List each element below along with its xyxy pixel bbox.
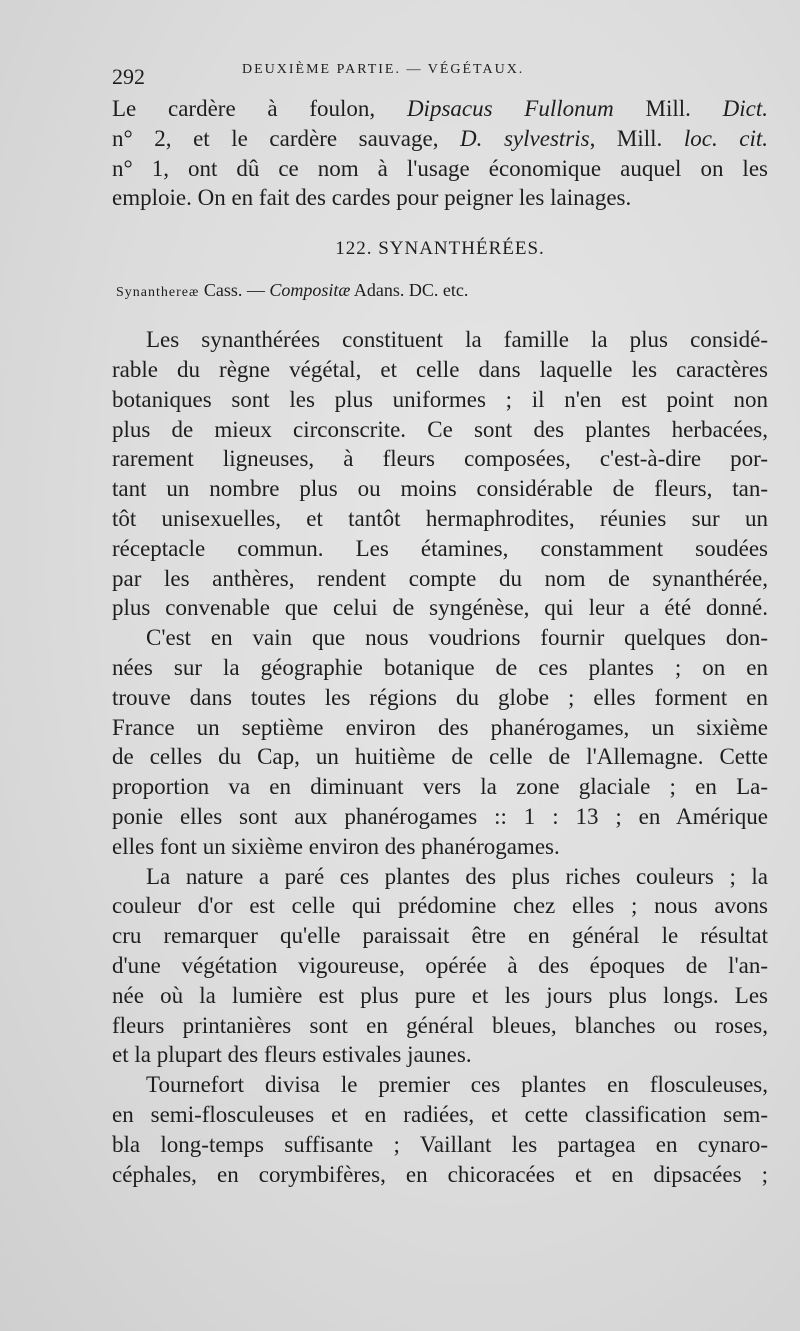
text-span: Le cardère à foulon,: [112, 96, 407, 121]
text-line: botaniques sont les plus uniformes ; il n'en est point non: [112, 386, 768, 412]
text-span: Mill.: [613, 96, 723, 121]
text-span: n° 2, et le cardère sauvage,: [112, 125, 461, 151]
text-line: céphales, en corymbifères, en chicoracées et en dipsacées ;: [112, 1161, 768, 1187]
text-line: fleurs printanières sont en général bleues, blanches ou roses,: [112, 1012, 768, 1038]
text-line: née où la lumière est plus pure et les jours plus longs. Les: [112, 982, 768, 1008]
text-line: Tournefort divisa le premier ces plantes en flosculeuses,: [146, 1072, 768, 1098]
paragraph-geography: [112, 623, 768, 861]
body-text: [112, 325, 768, 1189]
text-line: et la plupart des fleurs estivales jaunes.: [112, 1042, 472, 1068]
text-line: Les synanthérées constituent la famille la plus considé-: [146, 327, 768, 353]
text-line: La nature a paré ces plantes des plus riches couleurs ; la: [146, 863, 768, 889]
text-line: elles font un sixième environ des phanérogames.: [112, 833, 560, 859]
text-line: emploie. On en fait des cardes pour peigner les lainages.: [112, 185, 632, 211]
text-line: trouve dans toutes les régions du globe ; elles forment en: [112, 684, 768, 710]
italic-span: loc. cit.: [683, 125, 768, 151]
text-line: proportion va en diminuant vers la zone glaciale ; en La-: [112, 774, 768, 800]
text-line: France un septième environ des phanérogames, un sixième: [112, 714, 768, 740]
page-content: [112, 58, 768, 1189]
text-line: par les anthères, rendent compte du nom de synanthérée,: [112, 565, 768, 591]
paragraph-classification: [112, 1070, 768, 1189]
synonymy-author: Cass. —: [199, 280, 270, 301]
paragraph-definition: [112, 325, 768, 623]
italic-span: Dipsacus Fullonum: [406, 96, 614, 121]
text-line: nées sur la géographie botanique de ces plantes ; on en: [112, 654, 768, 680]
text-line: plus de mieux circonscrite. Ce sont des plantes herbacées,: [112, 416, 768, 442]
text-line: tant un nombre plus ou moins considérable de fleurs, tan-: [112, 476, 768, 502]
synonymy-alt-name: Compositæ: [269, 280, 351, 301]
italic-span: Dict.: [722, 96, 768, 121]
page-number: 292: [112, 64, 145, 89]
text-line: d'une végétation vigoureuse, opérée à des époques de l'an-: [112, 952, 768, 978]
text-line: cru remarquer qu'elle paraissait être en général le résultat: [112, 923, 768, 949]
intro-paragraph: [112, 94, 768, 213]
text-line: rable du règne végétal, et celle dans laquelle les caractères: [112, 356, 768, 382]
text-line: bla long-temps suffisante ; Vaillant les partagea en cynaro-: [112, 1131, 768, 1157]
section-heading: 122. SYNANTHÉRÉES.: [335, 238, 545, 260]
text-line: en semi-flosculeuses et en radiées, et cette classification sem-: [112, 1101, 768, 1127]
paragraph-colors: [112, 862, 768, 1071]
synonymy-line: [112, 277, 768, 303]
text-line: [112, 124, 768, 154]
text-line: n° 1, ont dû ce nom à l'usage économique auquel on les: [112, 155, 768, 181]
text-line: réceptacle commun. Les étamines, constamment soudées: [112, 535, 768, 561]
text-span: , Mill.: [589, 125, 684, 151]
text-line: rarement ligneuses, à fleurs composées, c'est-à-dire por-: [112, 446, 768, 472]
synonymy-authors: Adans. DC. etc.: [350, 280, 469, 301]
text-line: [112, 94, 768, 124]
text-line: C'est en vain que nous voudrions fournir quelques don-: [146, 625, 768, 651]
synonymy-name: Synanthereæ: [116, 285, 200, 301]
text-line: couleur d'or est celle qui prédomine chez elles ; nous avons: [112, 893, 768, 919]
text-line: plus convenable que celui de syngénèse, qui leur a été donné.: [112, 595, 768, 621]
running-head: [112, 58, 768, 92]
italic-span: D. sylvestris: [460, 125, 590, 151]
text-line: tôt unisexuelles, et tantôt hermaphrodites, réunies sur un: [112, 505, 768, 531]
text-line: ponie elles sont aux phanérogames :: 1 : 13 ; en Amérique: [112, 803, 768, 829]
running-title: DEUXIÈME PARTIE. — VÉGÉTAUX.: [242, 62, 525, 77]
text-line: de celles du Cap, un huitième de celle de l'Allemagne. Cette: [112, 744, 768, 770]
